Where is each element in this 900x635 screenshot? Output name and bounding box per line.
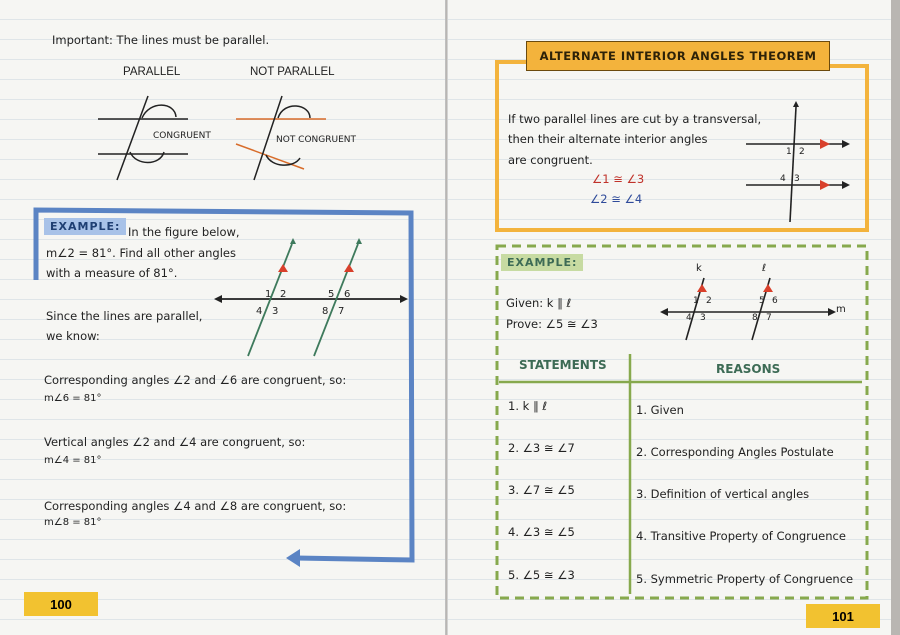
fig-angle-5: 5 <box>759 296 765 306</box>
result-3: m∠8 = 81° <box>44 517 102 528</box>
given-text: Given: k ∥ ℓ <box>506 296 572 310</box>
thm-angle-1: 1 <box>786 147 792 157</box>
example-figure-right <box>660 278 836 340</box>
thm-angle-4: 4 <box>780 174 786 184</box>
figure-label-k: k <box>696 263 702 274</box>
congruence-2: ∠2 ≅ ∠4 <box>590 192 643 206</box>
page-number-left: 100 <box>24 592 98 616</box>
important-note: Important: The lines must be parallel. <box>52 33 270 47</box>
angle-label-3: 3 <box>272 306 279 317</box>
thm-angle-2: 2 <box>799 147 805 157</box>
statement-3: Corresponding angles ∠4 and ∠8 are congruent, so: <box>44 499 347 513</box>
example-frame-left <box>36 210 412 560</box>
theorem-title: ALTERNATE INTERIOR ANGLES THEOREM <box>526 41 830 71</box>
angle-label-5: 5 <box>328 289 335 300</box>
fig-angle-2: 2 <box>706 296 712 306</box>
row-2-reason: 2. Corresponding Angles Postulate <box>636 445 834 459</box>
not-congruent-label: NOT CONGRUENT <box>276 135 357 145</box>
result-1: m∠6 = 81° <box>44 393 102 404</box>
figure-label-m: m <box>836 304 846 315</box>
theorem-line-2: then their alternate interior angles <box>508 132 708 146</box>
proof-table-lines <box>499 354 862 594</box>
example-line-1: In the figure below, <box>128 225 240 239</box>
fig-angle-6: 6 <box>772 296 778 306</box>
angle-label-4: 4 <box>256 306 263 317</box>
fig-angle-1: 1 <box>693 296 699 306</box>
angle-label-2: 2 <box>280 289 287 300</box>
theorem-line-1: If two parallel lines are cut by a transversal, <box>508 112 762 126</box>
angle-label-7: 7 <box>338 306 345 317</box>
row-5-reason: 5. Symmetric Property of Congruence <box>636 572 854 586</box>
row-1-statement: 1. k ∥ ℓ <box>508 399 548 413</box>
example-figure-left <box>214 238 408 356</box>
figure-label-l: ℓ <box>762 263 767 274</box>
theorem-line-3: are congruent. <box>508 153 593 167</box>
row-3-reason: 3. Definition of vertical angles <box>636 487 810 501</box>
congruence-1: ∠1 ≅ ∠3 <box>592 172 645 186</box>
angle-label-6: 6 <box>344 289 351 300</box>
statements-header: STATEMENTS <box>519 358 607 372</box>
example-line-2: m∠2 = 81°. Find all other angles <box>46 246 236 260</box>
fig-angle-4: 4 <box>686 313 692 323</box>
example-badge-right: EXAMPLE: <box>501 254 583 271</box>
fig-angle-7: 7 <box>766 313 772 323</box>
congruent-label: CONGRUENT <box>153 131 211 141</box>
row-1-reason: 1. Given <box>636 403 684 417</box>
row-3-statement: 3. ∠7 ≅ ∠5 <box>508 483 575 497</box>
statement-1: Corresponding angles ∠2 and ∠6 are congruent, so: <box>44 373 347 387</box>
parallel-diagram <box>98 96 188 180</box>
thm-angle-3: 3 <box>794 174 800 184</box>
fig-angle-8: 8 <box>752 313 758 323</box>
not-parallel-label: NOT PARALLEL <box>250 66 335 78</box>
page-number-right: 101 <box>806 604 880 628</box>
example-badge-left: EXAMPLE: <box>44 218 126 235</box>
row-4-reason: 4. Transitive Property of Congruence <box>636 529 846 543</box>
prove-text: Prove: ∠5 ≅ ∠3 <box>506 317 598 331</box>
angle-label-8: 8 <box>322 306 329 317</box>
theorem-figure <box>746 101 850 222</box>
since-line-1: Since the lines are parallel, <box>46 309 203 323</box>
angle-label-1: 1 <box>265 289 272 300</box>
row-2-statement: 2. ∠3 ≅ ∠7 <box>508 441 575 455</box>
not-parallel-diagram <box>236 96 326 180</box>
theorem-box <box>497 62 867 230</box>
reasons-header: REASONS <box>716 362 781 376</box>
example-line-3: with a measure of 81°. <box>46 266 178 280</box>
row-5-statement: 5. ∠5 ≅ ∠3 <box>508 568 575 582</box>
since-line-2: we know: <box>46 329 100 343</box>
row-4-statement: 4. ∠3 ≅ ∠5 <box>508 525 575 539</box>
fig-angle-3: 3 <box>700 313 706 323</box>
parallel-label: PARALLEL <box>123 66 181 78</box>
result-2: m∠4 = 81° <box>44 455 102 466</box>
blue-arrowhead <box>286 549 300 567</box>
statement-2: Vertical angles ∠2 and ∠4 are congruent, so: <box>44 435 306 449</box>
